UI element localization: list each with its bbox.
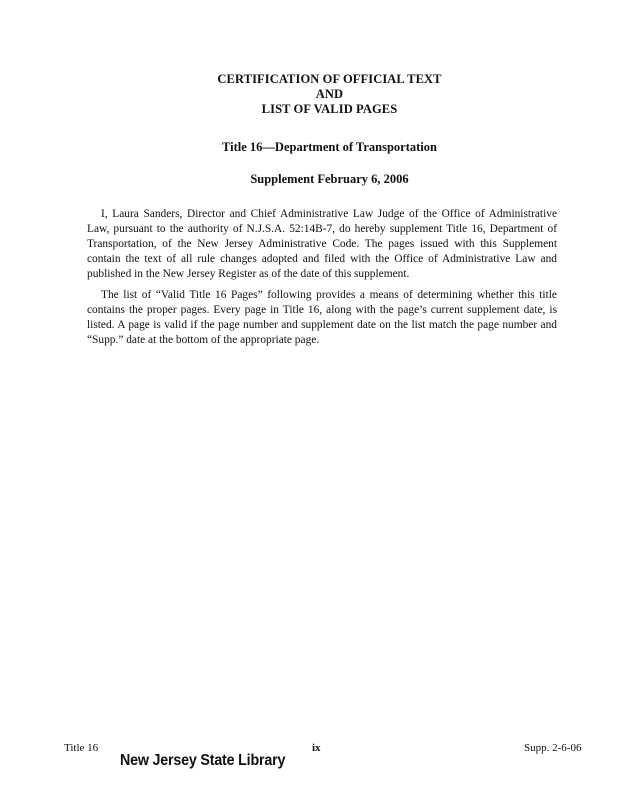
supplement-heading: Supplement February 6, 2006: [250, 172, 409, 186]
supplement-heading-row: [0, 172, 619, 187]
footer-title: Title 16: [64, 742, 99, 754]
title-heading: Title 16—Department of Transportation: [222, 140, 437, 154]
paragraph-certification: I, Laura Sanders, Director and Chief Administrative Law Judge of the Office of Administrative Law, pursuant to the authority of N.J.S.A. 52:14B-7, do hereby supplement Title 16, Department of Transportation, of the New Jersey Administrative Code. The pages issued with this Supplement contain the text of all rule changes adopted and filed with the Office of Administrative Law and published in the New Jersey Register as of the date of this supplement.: [87, 208, 557, 280]
title-heading-row: [0, 140, 619, 155]
header-line-3: LIST OF VALID PAGES: [261, 102, 398, 116]
footer-supplement-date: Supp. 2-6-06: [524, 742, 582, 754]
certification-body: [87, 207, 557, 354]
paragraph-valid-pages: The list of “Valid Title 16 Pages” following provides a means of determining whether this title contains the proper pages. Every page in Title 16, along with the page’s current supplement date, is listed. A page is valid if the page number and supplement date on the list match the page number and “Supp.” date at the bottom of the appropriate page.: [87, 289, 557, 346]
header-line-1: CERTIFICATION OF OFFICIAL TEXT: [217, 72, 442, 86]
footer-page-number: ix: [312, 742, 321, 754]
certification-header: [0, 72, 619, 117]
library-watermark: New Jersey State Library: [120, 752, 286, 769]
header-line-2: AND: [315, 87, 344, 101]
